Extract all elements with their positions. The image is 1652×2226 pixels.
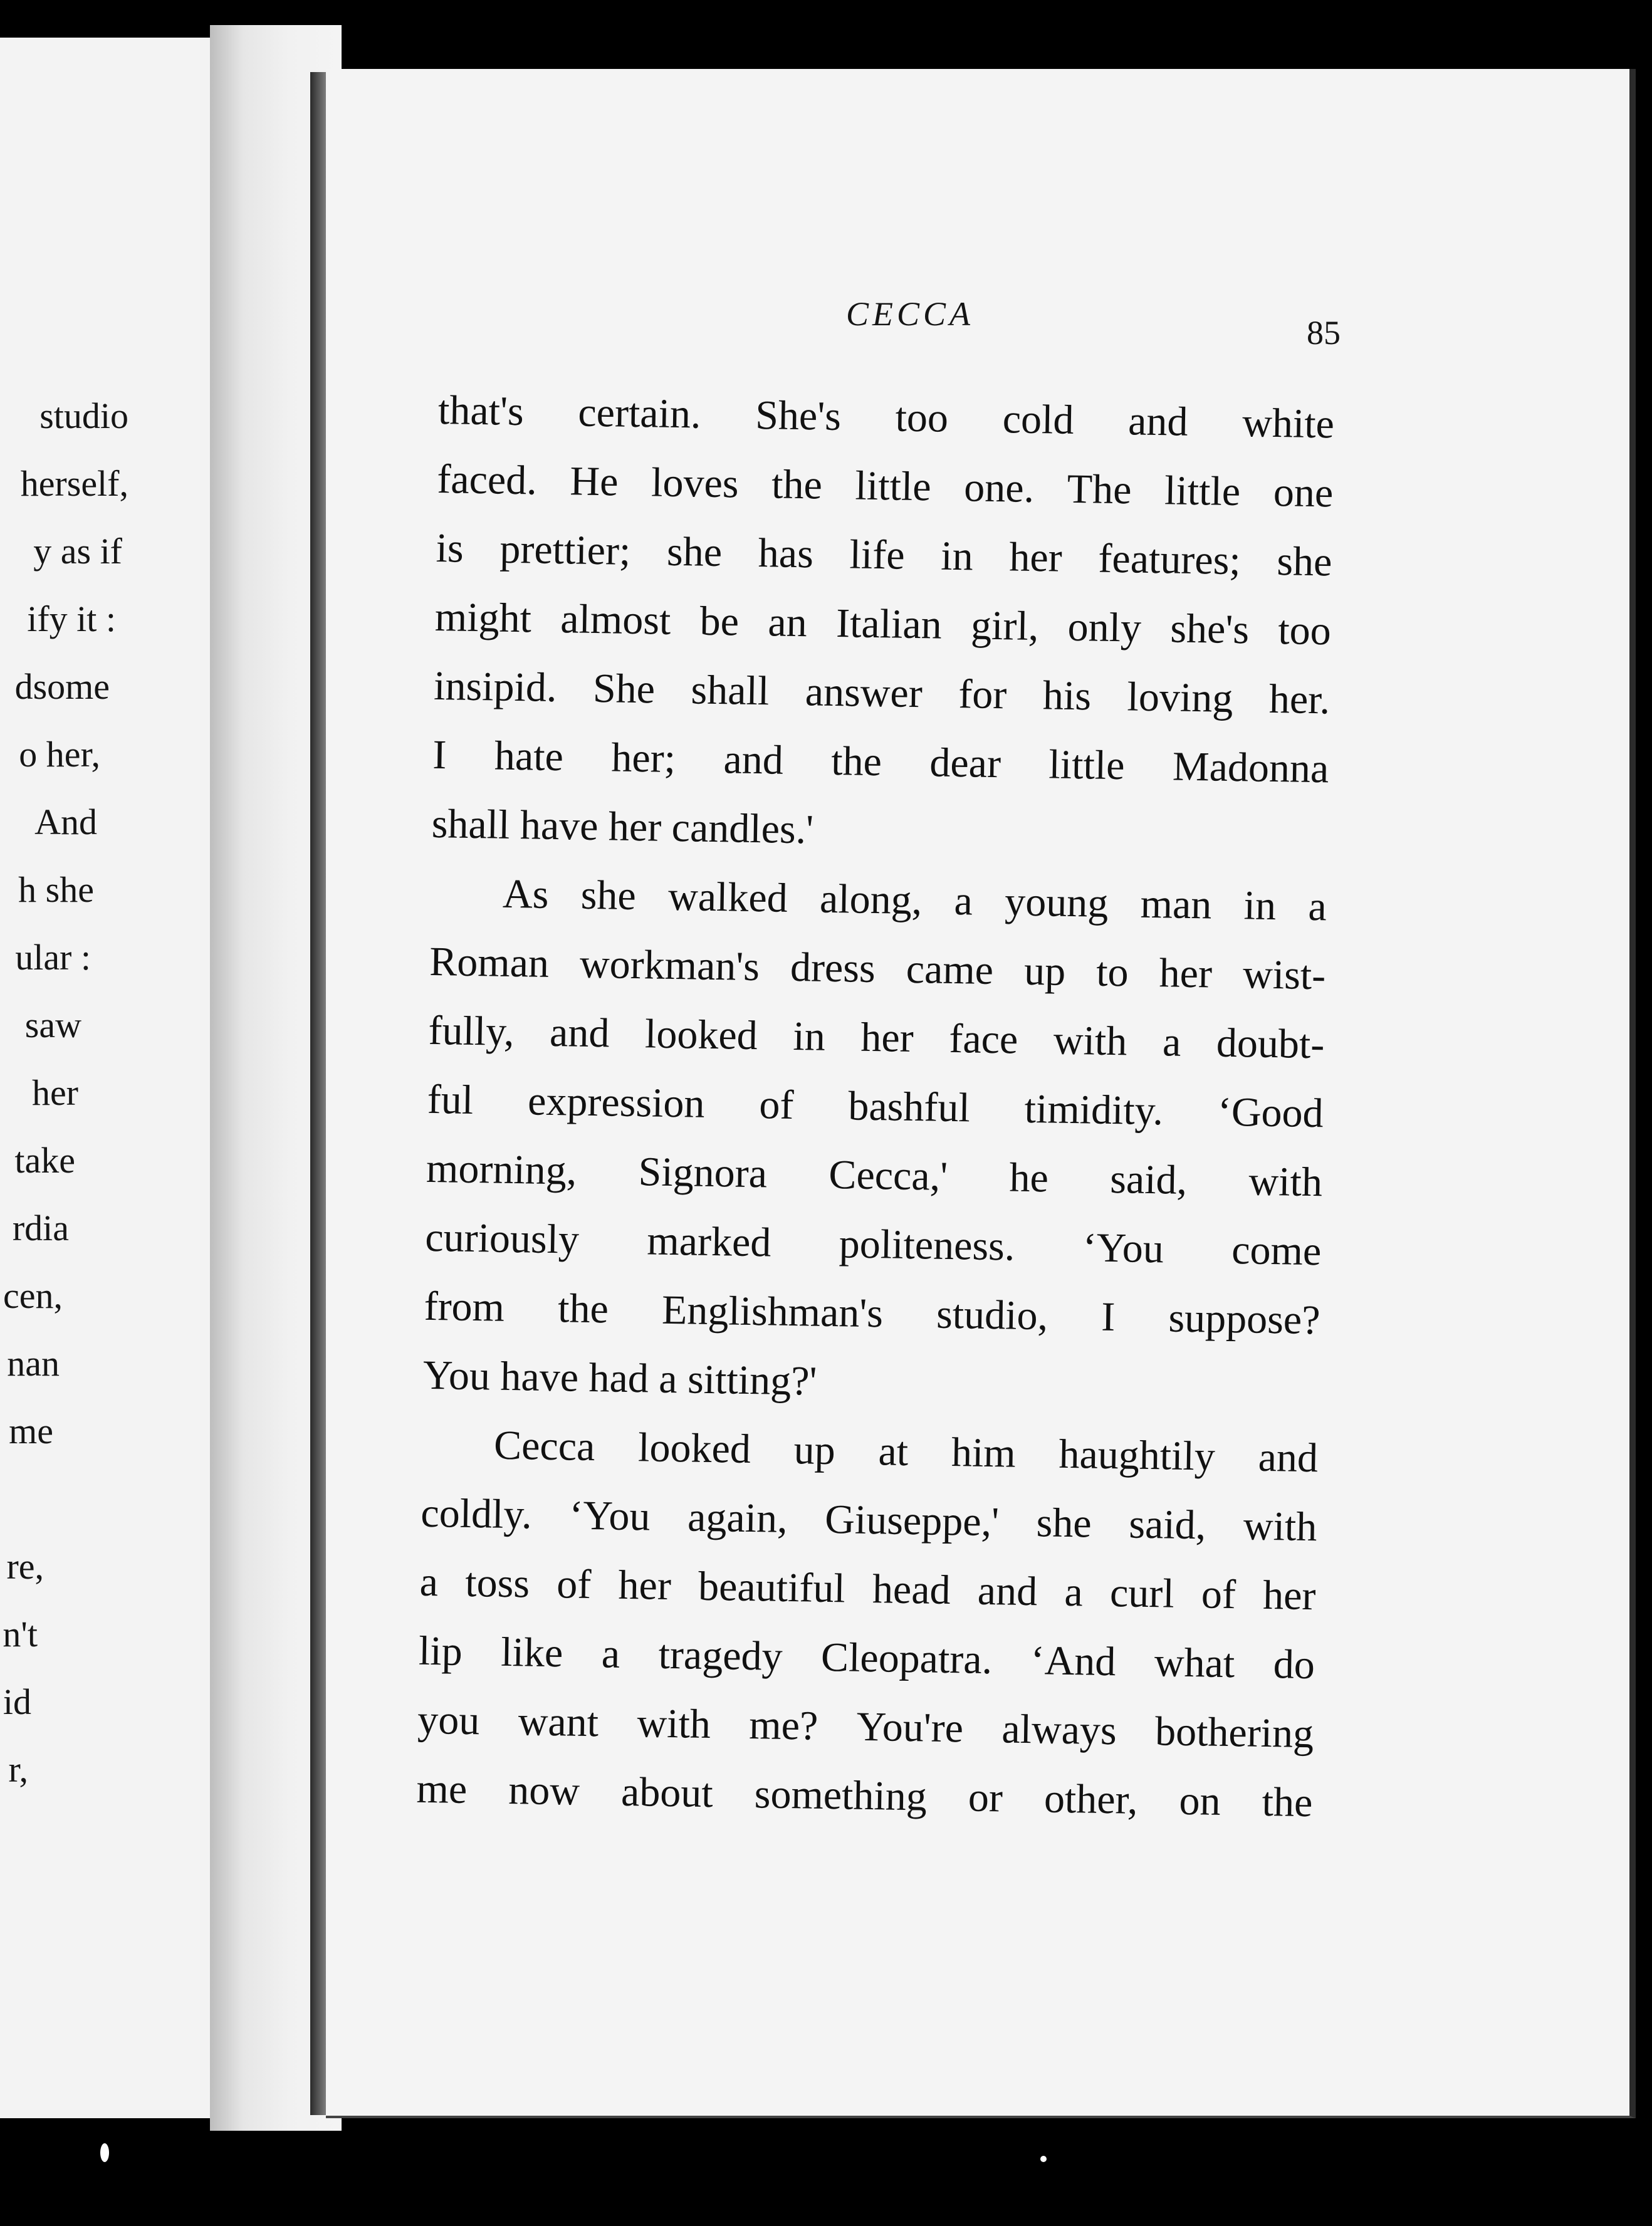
left-line: ify it : bbox=[27, 598, 116, 639]
text-line: I hate her; and the dear little Madonna bbox=[432, 731, 1329, 792]
left-line: r, bbox=[8, 1749, 28, 1790]
left-line: y as if bbox=[33, 531, 122, 572]
text-line: Roman workman's dress came up to her wist- bbox=[429, 938, 1326, 999]
left-line: herself, bbox=[20, 463, 128, 504]
text-line: Cecca looked up at him haughtily and bbox=[493, 1422, 1319, 1481]
left-line: o her, bbox=[19, 734, 100, 775]
text-line: me now about something or other, on the bbox=[416, 1765, 1313, 1826]
left-line: nan bbox=[7, 1343, 60, 1384]
left-page-fragment bbox=[0, 38, 212, 2118]
text-line: faced. He loves the little one. The little one bbox=[436, 456, 1334, 516]
left-line: studio bbox=[39, 395, 128, 436]
text-line: You have had a sitting?' bbox=[422, 1352, 817, 1404]
text-line: As she walked along, a young man in a bbox=[502, 870, 1327, 930]
text-line: is prettier; she has life in her features; she bbox=[436, 525, 1333, 585]
left-line: ular : bbox=[15, 937, 91, 978]
text-line: curiously marked politeness. ‘You come bbox=[424, 1214, 1322, 1275]
text-line: from the Englishman's studio, I suppose? bbox=[424, 1283, 1321, 1344]
text-line: ful expression of bashful timidity. ‘Good bbox=[427, 1076, 1324, 1137]
running-head: CECCA bbox=[846, 295, 975, 333]
text-line: coldly. ‘You again, Giuseppe,' she said, with bbox=[420, 1490, 1317, 1550]
left-line: re, bbox=[6, 1546, 44, 1587]
text-line: that's certain. She's too cold and white bbox=[437, 387, 1335, 447]
left-line: id bbox=[3, 1681, 31, 1722]
text-line: shall have her candles.' bbox=[431, 800, 814, 853]
scan-speck bbox=[100, 2143, 109, 2162]
text-line: lip like a tragedy Cleopatra. ‘And what do bbox=[418, 1628, 1315, 1688]
text-line: you want with me? You're always bothering bbox=[417, 1696, 1314, 1757]
text-line: morning, Signora Cecca,' he said, with bbox=[426, 1145, 1323, 1206]
page-number: 85 bbox=[1307, 314, 1341, 352]
text-line: a toss of her beautiful head and a curl of her bbox=[419, 1559, 1317, 1619]
left-line: And bbox=[34, 802, 97, 842]
left-line: cen, bbox=[3, 1275, 63, 1316]
left-line: me bbox=[9, 1411, 53, 1451]
left-line: dsome bbox=[14, 666, 110, 707]
left-line: rdia bbox=[12, 1208, 69, 1248]
left-line: take bbox=[14, 1140, 75, 1181]
text-line: insipid. She shall answer for his loving her. bbox=[433, 662, 1330, 723]
text-line: fully, and looked in her face with a doubt- bbox=[428, 1007, 1325, 1068]
text-line: might almost be an Italian girl, only she's too bbox=[434, 593, 1332, 654]
scan-speck bbox=[1040, 2156, 1047, 2162]
page-body-text bbox=[416, 376, 1335, 1837]
left-line: saw bbox=[24, 1005, 81, 1045]
left-line: h she bbox=[18, 869, 94, 910]
left-line: n't bbox=[3, 1614, 38, 1654]
left-line: her bbox=[31, 1072, 78, 1113]
